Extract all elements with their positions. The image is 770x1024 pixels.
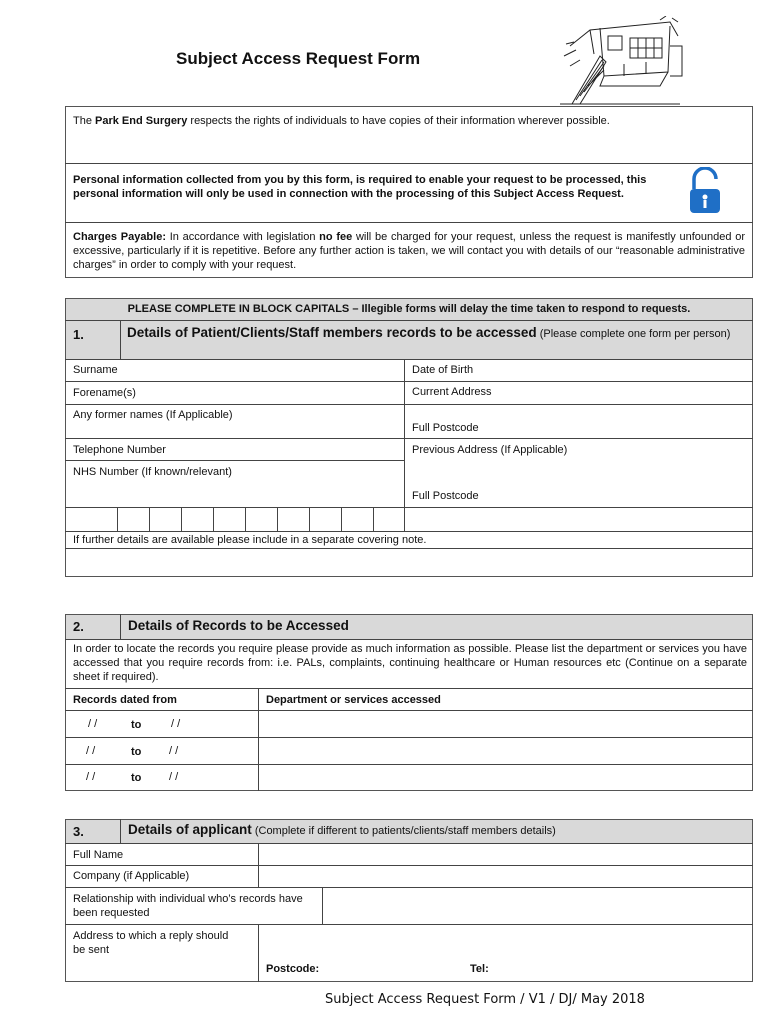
department-header: Department or services accessed	[266, 694, 441, 706]
company-label: Company (if Applicable)	[73, 870, 190, 882]
relationship-label: Relationship with individual who’s records have been requested	[73, 893, 303, 919]
telephone-label: Telephone Number	[73, 444, 166, 456]
section2-number: 2.	[73, 619, 84, 634]
reply-address-label: Address to which a reply should be sent	[73, 930, 229, 956]
previous-address-label: Previous Address (If Applicable)	[412, 444, 568, 456]
section2-heading: Details of Records to be Accessed	[128, 618, 349, 633]
further-details-note: If further details are available please include in a separate covering note.	[73, 534, 427, 546]
surname-label: Surname	[73, 364, 118, 376]
postcode-label: Postcode:	[266, 963, 320, 975]
full-name-label: Full Name	[73, 849, 124, 861]
previous-postcode-label: Full Postcode	[412, 490, 479, 502]
section2-instructions: In order to locate the records you require please provide as much information as possible. Please list the department or services you have accessed that you require records from: i.e. PALs, complaints, continuing healthcare or Human resources etc (Continue on a separate sheet if required).	[73, 643, 747, 683]
section1-heading: Details of Patient/Clients/Staff members records to be accessed (Please complete one form per person)	[127, 325, 731, 340]
page-title: Subject Access Request Form	[176, 49, 421, 68]
records-from-header: Records dated from	[73, 694, 177, 706]
section3-heading: Details of applicant (Complete if different to patients/clients/staff members details)	[128, 822, 556, 837]
unlocked-padlock-icon	[688, 167, 722, 215]
nhs-number-label: NHS Number (If known/relevant)	[73, 466, 232, 478]
charges-text: Charges Payable: In accordance with legislation no fee will be charged for your request, unless the request is manifestly unfounded or excessive, particularly if it is repetitive. Before any further action is taken, we will contact you with details of our “reasonable administrative charges” in order to comply with your request.	[73, 231, 745, 271]
privacy-notice: Personal information collected from you by this form, is required to enable your request to be processed, this personal information will only be used in connection with the processing of this Subject Access Request.	[73, 174, 647, 200]
section3-number: 3.	[73, 824, 84, 839]
current-address-label: Current Address	[412, 386, 492, 398]
block-capitals-notice: PLEASE COMPLETE IN BLOCK CAPITALS – Illegible forms will delay the time taken to respond to requests.	[127, 303, 691, 315]
intro-text: The Park End Surgery respects the rights of individuals to have copies of their information wherever possible.	[73, 115, 610, 127]
forenames-label: Forename(s)	[73, 387, 136, 399]
footer-version: Subject Access Request Form / V1 / DJ/ May 2018	[325, 992, 645, 1007]
surgery-building-sketch-icon	[560, 16, 685, 108]
tel-label: Tel:	[470, 963, 489, 975]
section1-number: 1.	[73, 327, 84, 342]
current-postcode-label: Full Postcode	[412, 422, 479, 434]
dob-label: Date of Birth	[412, 364, 474, 376]
former-names-label: Any former names (If Applicable)	[73, 409, 233, 421]
